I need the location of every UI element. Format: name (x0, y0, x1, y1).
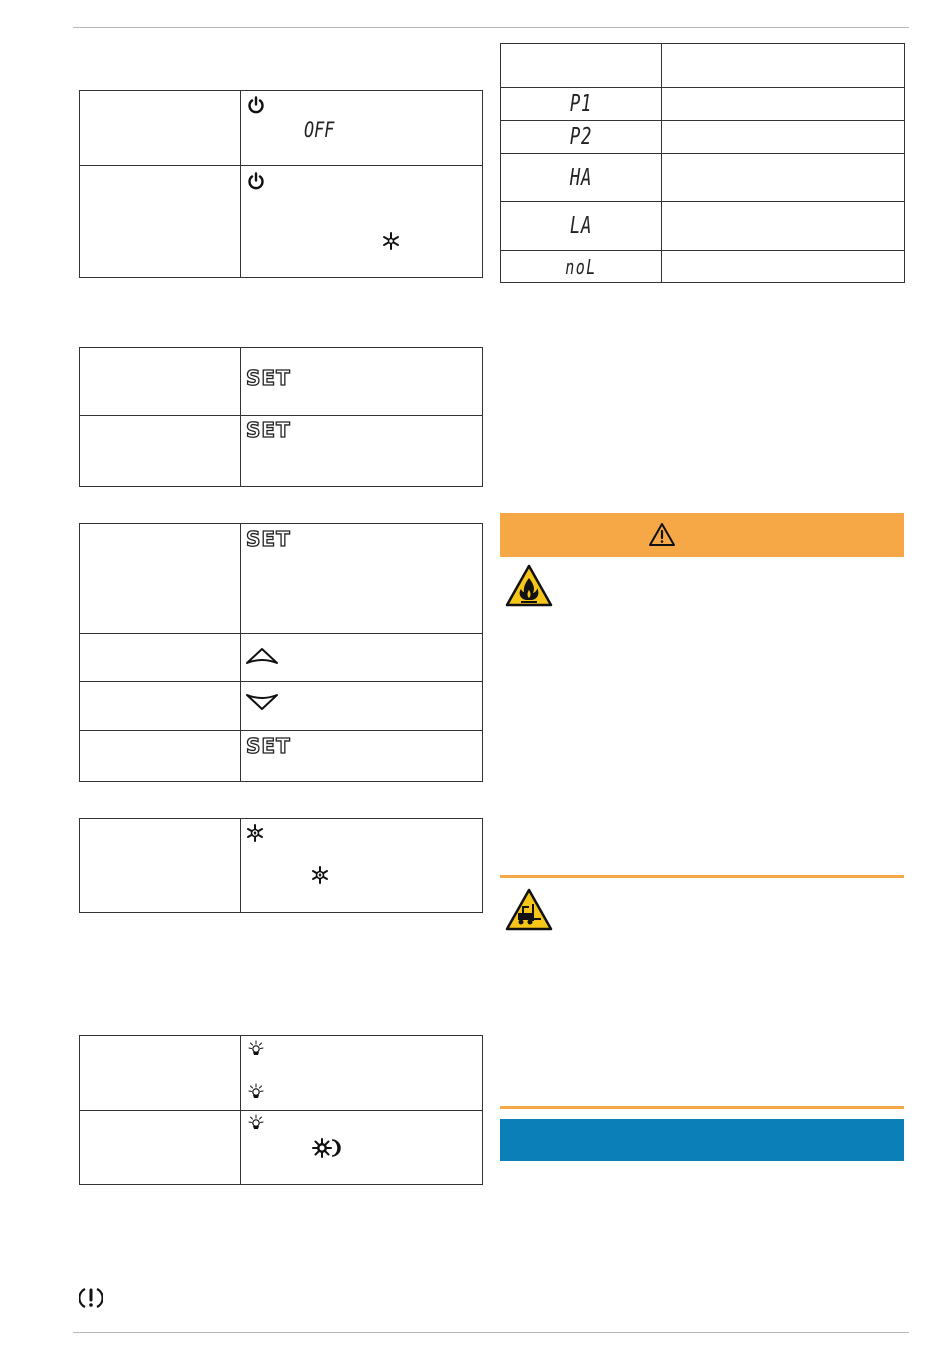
warning-separator (500, 875, 904, 878)
alarm-code: noL (565, 254, 597, 279)
light-label-cell (80, 1036, 241, 1111)
alarm-desc-cell (662, 202, 905, 251)
bottom-rule (73, 1332, 909, 1333)
set-nav-desc-cell (241, 634, 483, 682)
power-table-desc-cell (241, 91, 483, 166)
set-nav-label-cell (80, 634, 241, 682)
set-button-icon (245, 735, 305, 757)
alarm-header-code (501, 44, 662, 88)
alarm-code-table (500, 43, 905, 283)
alarm-code: P1 (569, 91, 593, 117)
defrost-desc-cell (241, 819, 483, 913)
set-button-icon (245, 419, 305, 441)
defrost-table (79, 818, 483, 913)
set-table-desc-cell (241, 348, 483, 416)
alarm-code-cell (501, 154, 662, 202)
light-icon (247, 1083, 265, 1103)
table-row (501, 121, 905, 154)
set-nav-desc-cell (241, 682, 483, 731)
svg-text:SET: SET (246, 735, 291, 757)
set-nav-table (79, 523, 483, 782)
power-icon (247, 172, 265, 190)
power-icon (247, 96, 265, 114)
up-arrow-icon (245, 646, 279, 666)
set-nav-label-cell (80, 524, 241, 634)
set-button-icon (245, 528, 305, 550)
svg-text:SET: SET (246, 367, 291, 389)
set-nav-label-cell (80, 731, 241, 782)
set-table-label-cell (80, 348, 241, 416)
light-icon (247, 1114, 265, 1134)
light-label-cell (80, 1111, 241, 1185)
alarm-desc-cell (662, 154, 905, 202)
top-rule (73, 27, 909, 28)
defrost-icon (246, 824, 264, 842)
table-row (501, 251, 905, 283)
defrost-label-cell (80, 819, 241, 913)
set-nav-desc-cell (241, 524, 483, 634)
forklift-hazard-icon (504, 887, 554, 933)
alarm-desc-cell (662, 121, 905, 154)
light-icon (247, 1040, 265, 1060)
snowflake-icon (382, 232, 400, 250)
warning-triangle-icon (648, 522, 676, 547)
light-desc-cell (241, 1036, 483, 1111)
down-arrow-icon (245, 692, 279, 712)
power-table (79, 90, 483, 278)
defrost-icon (311, 866, 329, 884)
alarm-code-cell (501, 251, 662, 283)
svg-text:SET: SET (246, 528, 291, 550)
alarm-desc-cell (662, 88, 905, 121)
alarm-code-cell (501, 121, 662, 154)
alarm-desc-cell (662, 251, 905, 283)
table-row (501, 154, 905, 202)
alarm-code-cell (501, 88, 662, 121)
alarm-header-desc (662, 44, 905, 88)
flammable-hazard-icon (504, 563, 554, 609)
set-table-label-cell (80, 416, 241, 487)
set-nav-desc-cell (241, 731, 483, 782)
alarm-code: P2 (569, 124, 593, 150)
set-button-icon (245, 367, 305, 389)
day-night-icon (312, 1138, 342, 1158)
power-table-desc-cell (241, 166, 483, 278)
light-desc-cell (241, 1111, 483, 1185)
svg-text:SET: SET (246, 419, 291, 441)
power-table-label-cell (80, 166, 241, 278)
table-row (501, 88, 905, 121)
alarm-code: LA (569, 213, 593, 239)
warning-banner (500, 513, 904, 557)
off-display: OFF (304, 118, 335, 142)
section-separator (500, 1106, 904, 1109)
set-nav-label-cell (80, 682, 241, 731)
attention-icon (79, 1287, 103, 1309)
power-table-label-cell (80, 91, 241, 166)
set-table-desc-cell (241, 416, 483, 487)
table-row (501, 202, 905, 251)
section-header-bar (500, 1119, 904, 1161)
alarm-code: HA (569, 164, 593, 191)
alarm-code-cell (501, 202, 662, 251)
set-table (79, 347, 483, 487)
light-table (79, 1035, 483, 1185)
